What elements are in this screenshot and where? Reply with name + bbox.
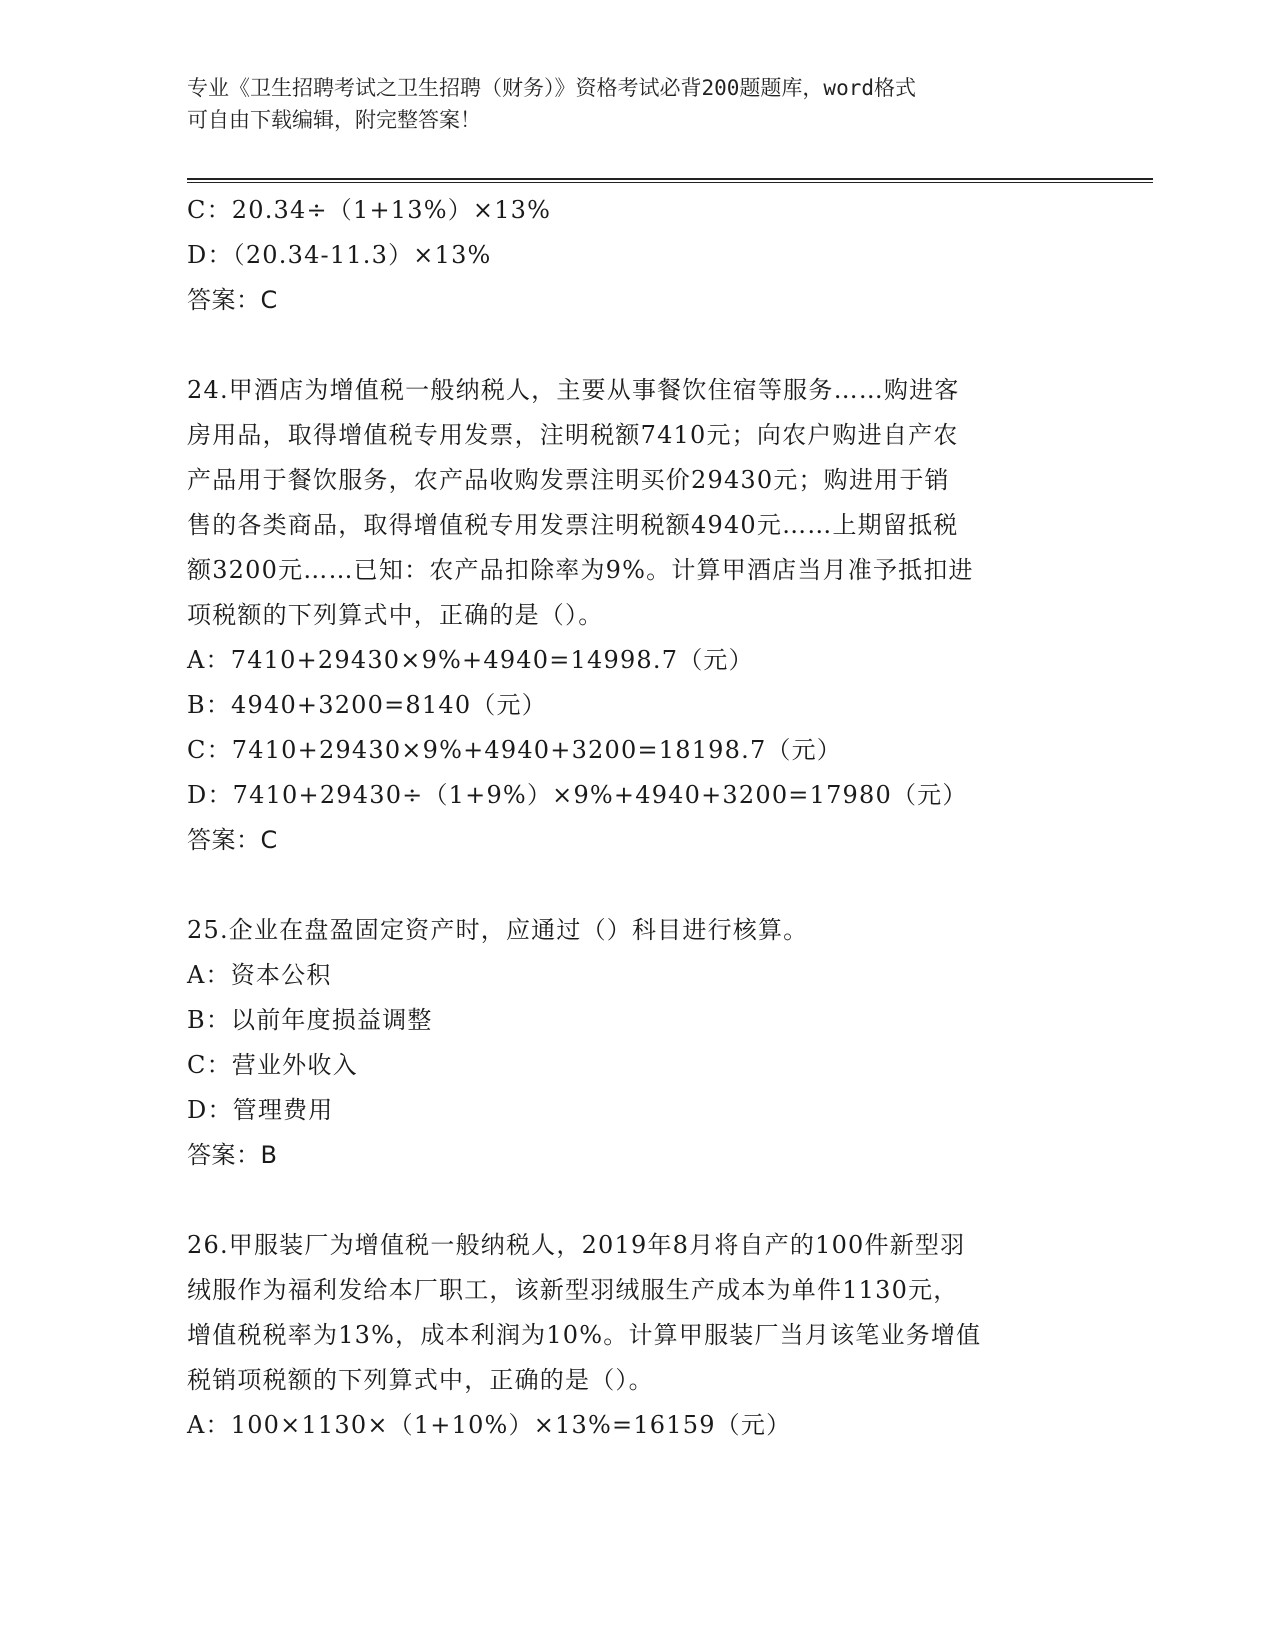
question-spacer [187, 323, 1087, 368]
option-a: A：7410+29430×9%+4940=14998.7（元） [187, 646, 754, 674]
question-stem-line: 产品用于餐饮服务，农产品收购发票注明买价29430元；购进用于销 [187, 466, 950, 494]
question-stem-line: 增值税税率为13%，成本利润为10%。计算甲服装厂当月该笔业务增值 [187, 1321, 982, 1349]
option-b: B：4940+3200=8140（元） [187, 691, 547, 719]
question-spacer [187, 1178, 1087, 1223]
question-23-tail [187, 188, 1087, 323]
question-stem-line: 绒服作为福利发给本厂职工，该新型羽绒服生产成本为单件1130元， [187, 1276, 959, 1304]
header-title-line-1: 专业《卫生招聘考试之卫生招聘（财务）》资格考试必背200题题库，word格式 [187, 76, 916, 100]
option-c: C：7410+29430×9%+4940+3200=18198.7（元） [187, 736, 843, 764]
option-d: D：管理费用 [187, 1096, 334, 1124]
page-header [187, 72, 1067, 136]
option-d: D：7410+29430÷（1+9%）×9%+4940+3200=17980（元） [187, 781, 968, 809]
question-26 [187, 1223, 1087, 1448]
question-stem-line: 26.甲服装厂为增值税一般纳税人，2019年8月将自产的100件新型羽 [187, 1231, 966, 1259]
question-stem-line: 税销项税额的下列算式中，正确的是（）。 [187, 1366, 654, 1394]
option-a: A：100×1130×（1+10%）×13%=16159（元） [187, 1411, 792, 1439]
header-title-line-2: 可自由下载编辑，附完整答案！ [187, 108, 481, 132]
header-divider-thick [187, 178, 1153, 180]
question-stem-line: 24.甲酒店为增值税一般纳税人，主要从事餐饮住宿等服务……购进客 [187, 376, 960, 404]
option-a: A：资本公积 [187, 961, 332, 989]
question-25 [187, 908, 1087, 1178]
question-spacer [187, 863, 1087, 908]
answer-line: 答案：C [187, 286, 278, 314]
header-divider-thin [187, 182, 1153, 183]
document-body [187, 188, 1087, 1448]
question-stem-line: 25.企业在盘盈固定资产时，应通过（）科目进行核算。 [187, 916, 809, 944]
question-stem-line: 售的各类商品，取得增值税专用发票注明税额4940元……上期留抵税 [187, 511, 959, 539]
option-d: D：（20.34-11.3）×13% [187, 241, 492, 269]
option-c: C：20.34÷（1+13%）×13% [187, 196, 552, 224]
question-24 [187, 368, 1087, 863]
question-stem-line: 房用品，取得增值税专用发票，注明税额7410元；向农户购进自产农 [187, 421, 959, 449]
question-stem-line: 额3200元……已知：农产品扣除率为9%。计算甲酒店当月准予抵扣进 [187, 556, 974, 584]
question-stem-line: 项税额的下列算式中，正确的是（）。 [187, 601, 604, 629]
answer-line: 答案：B [187, 1141, 278, 1169]
answer-line: 答案：C [187, 826, 278, 854]
option-b: B：以前年度损益调整 [187, 1006, 433, 1034]
option-c: C：营业外收入 [187, 1051, 358, 1079]
